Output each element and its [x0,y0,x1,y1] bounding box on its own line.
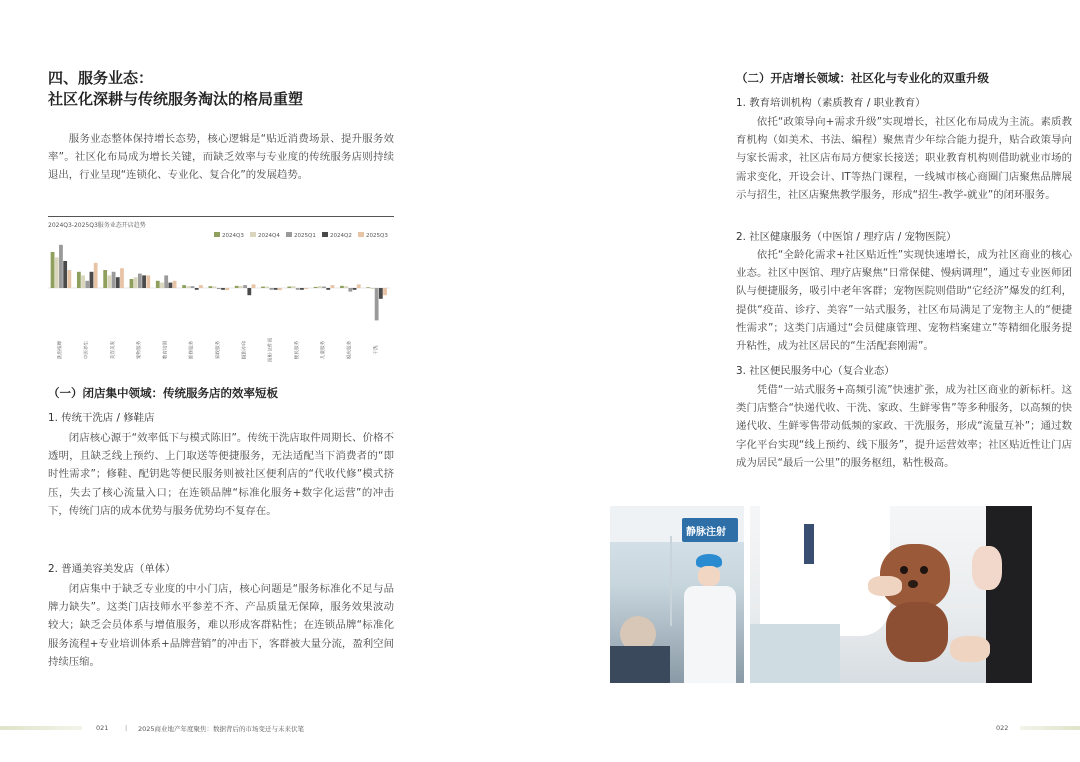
footer-bar-right [1020,726,1080,730]
bar-2025Q1-2 [112,272,116,288]
bar-2025Q1-9 [296,288,300,290]
bar-chart [44,226,396,376]
bar-2024Q3-1 [77,272,81,288]
owner-face [972,546,1002,590]
bar-2024Q4-4 [160,283,164,288]
legend-swatch-2025Q3 [358,232,364,237]
bar-2025Q3-5 [199,285,203,288]
bar-2025Q1-12 [375,288,379,320]
bar-2024Q4-1 [81,275,85,288]
bar-2024Q2-12 [379,288,383,299]
section-1-heading: （一）闭店集中领域：传统服务店的效率短板 [48,386,278,400]
right-item-1-heading: 1. 教育培训机构（素质教育 / 职业教育） [736,97,926,109]
poodle-eye-right [920,566,928,574]
bar-2025Q3-7 [252,284,256,288]
bar-2024Q3-9 [287,287,291,288]
clinic-sign-text: 静脉注射 [686,527,726,538]
category-label-7: 摄影冲印 [242,340,248,360]
page-number-left: 021 [96,724,109,732]
owner-hand [950,636,990,662]
nurse-face [698,566,720,586]
footer-divider: | [125,724,128,732]
bar-2025Q1-10 [322,287,326,288]
footer-bar-left [0,726,82,730]
bar-2024Q3-11 [340,286,344,288]
legend-label-2024Q2: 2024Q2 [330,233,352,239]
category-label-1: 中医养生 [84,340,90,360]
bar-2025Q3-2 [120,268,124,288]
vet-hand [868,576,902,596]
bar-2025Q1-1 [85,281,89,288]
bar-2024Q2-10 [326,288,330,290]
bar-2024Q4-12 [371,288,375,289]
bar-2024Q3-2 [103,270,107,288]
bar-2024Q2-8 [274,288,278,290]
category-label-0: 洗浴按摩 [58,340,64,360]
item-2-paragraph: 闭店集中于缺乏专业度的中小门店，核心问题是“服务标准化不足与品牌力缺失”。这类门店技师水平参差不齐、产品质量无保障，服务效果波动较大；缺乏会员体系与增值服务，难以形成客群粘性；在连锁品牌“标准化服务流程+专业培训体系+品牌营销”的冲击下，客群被大量分流，盈利空间持续压缩。 [48,583,394,668]
poodle-nose [908,580,918,588]
chart-top-rule [48,216,394,217]
legend-label-2025Q3: 2025Q3 [366,233,388,239]
category-label-12: 干洗 [373,345,379,355]
bar-2024Q2-4 [168,283,172,288]
right-item-3-paragraph: 凭借“一站式服务+高频引流”快速扩张，成为社区商业的新标杆。这类门店整合“快递代收、干洗、家政、生鲜零售”等多种服务，以高频的快递代收、生鲜零售带动低频的家政、干洗服务，形成“流量互补”；通过数字化平台实现“线上预约、线下服务”，提升运营效率；社区贴近性让门店成为居民“最后一公里”的服务枢纽，粘性极高。 [736,384,1072,469]
bar-2025Q3-8 [278,288,282,290]
bar-2024Q2-11 [353,288,357,290]
bar-2024Q2-1 [90,272,94,288]
bar-2024Q3-5 [182,285,186,288]
bar-2025Q1-7 [243,285,247,288]
category-label-2: 美容美发 [110,340,116,360]
vet-tie [804,524,814,564]
bar-2025Q3-11 [357,284,361,288]
bar-2024Q4-9 [292,286,296,288]
right-page [540,0,1080,762]
bar-2024Q4-5 [186,286,190,288]
owner-hair [986,506,1032,683]
legend-label-2024Q3: 2024Q3 [222,233,244,239]
bar-2024Q2-6 [221,288,225,290]
bar-2024Q3-12 [366,287,370,288]
bar-2025Q3-3 [146,275,150,288]
category-label-9: 便民服务 [294,340,300,360]
category-label-8: 照相·证件照 [268,337,274,363]
bar-2025Q3-0 [67,270,71,288]
bar-2024Q2-7 [247,288,251,295]
category-label-6: 家政服务 [216,340,221,360]
footer-title: 2025商业地产年度聚焦：数据背后的市场变迁与未来伏笔 [138,725,305,733]
bar-2024Q3-3 [130,279,134,288]
bar-2024Q3-6 [209,286,213,288]
bar-2025Q1-8 [270,288,274,290]
category-label-11: 婚庆服务 [347,340,353,360]
bar-2024Q2-0 [63,261,67,288]
bar-2025Q3-4 [173,281,177,288]
legend-swatch-2024Q3 [214,232,220,237]
right-item-2-heading: 2. 社区健康服务（中医馆 / 理疗店 / 宠物医院） [736,231,957,243]
legend-label-2025Q1: 2025Q1 [294,233,316,239]
bar-2024Q3-4 [156,281,160,288]
legend-label-2024Q4: 2024Q4 [258,233,280,239]
bar-2025Q1-3 [138,274,142,288]
nurse-coat [684,586,736,683]
category-label-10: 儿童服务 [321,340,327,360]
section-2-heading: （二）开店增长领域：社区化与专业化的双重升级 [736,71,989,85]
item-1-heading: 1. 传统干洗店 / 修鞋店 [48,412,155,424]
category-label-5: 维修服务 [189,340,195,360]
title-line-2: 社区化深耕与传统服务淘汰的格局重塑 [48,90,304,108]
bar-2025Q1-11 [348,288,352,292]
bar-2025Q3-10 [331,285,335,288]
bar-2024Q4-10 [318,286,322,288]
bar-2024Q4-11 [344,286,348,288]
bar-2024Q4-6 [213,287,217,288]
bar-2025Q3-1 [94,263,98,288]
poodle-body [886,602,948,662]
bar-2024Q2-2 [116,277,120,288]
chart-title: 2024Q3-2025Q3服务业态开店趋势 [48,222,146,229]
bar-2025Q1-5 [191,286,195,288]
poodle-eye-left [900,566,908,574]
vet-coat [760,506,890,636]
category-label-3: 宠物服务 [137,340,143,360]
iv-line [670,536,672,626]
bar-2024Q4-8 [265,287,269,288]
patient-body [610,646,670,683]
bar-2024Q3-0 [51,252,55,288]
legend-swatch-2024Q4 [250,232,256,237]
right-item-1-paragraph: 依托“政策导向+需求升级”实现增长，社区化布局成为主流。素质教育机构（如美术、书法、编程）聚焦青少年综合能力提升，贴合政策导向与家长需求，社区店布局方便家长接送；职业教育机构则借助就业市场的需求变化，开设会计、IT等热门课程，一线城市核心商圈门店聚焦品牌展示与招生，社区店聚焦教学服务，形成“招生-教学-就业”的闭环服务。 [736,116,1072,201]
legend-swatch-2024Q2 [322,232,328,237]
page-title [48,68,303,110]
bar-2024Q3-8 [261,287,265,288]
exam-table [750,624,840,683]
right-item-3-heading: 3. 社区便民服务中心（复合业态） [736,365,895,377]
clinic-photo [610,506,744,683]
bar-2024Q2-5 [195,288,199,290]
right-item-2-paragraph: 依托“全龄化需求+社区贴近性”实现快速增长，成为社区商业的核心业态。社区中医馆、理疗店聚焦“日常保健、慢病调理”，通过专业医师团队与便捷服务，吸引中老年客群；宠物医院则借助“它经济”爆发的红利，提供“疫苗、诊疗、美容”一站式服务，社区布局满足了宠物主人的“便捷性需求”；这类门店通过“会员健康管理、宠物档案建立”等精细化服务提升粘性，成为社区居民的“生活配套刚需”。 [736,249,1072,353]
bar-2024Q4-3 [134,277,138,288]
bar-2024Q4-2 [107,275,111,288]
legend-swatch-2025Q1 [286,232,292,237]
bar-2024Q2-3 [142,275,146,288]
category-label-4: 教育培训 [163,340,169,360]
bar-2025Q3-6 [225,288,229,290]
item-1-paragraph: 闭店核心源于“效率低下与模式陈旧”。传统干洗店取件周期长、价格不透明，且缺乏线上预约、上门取送等便捷服务，无法适配当下消费者的“即时性需求”；修鞋、配钥匙等便民服务则被社区便利店的“代收代修”模式挤压，失去了核心流量入口；在连锁品牌“标准化服务+数字化运营”的冲击下，传统门店的成本优势与服务优势均不复存在。 [48,432,394,517]
page-number-right: 022 [996,724,1009,732]
item-2-heading: 2. 普通美容美发店（单体） [48,563,176,575]
bar-2024Q3-10 [314,287,318,288]
bar-2025Q1-0 [59,245,63,288]
title-line-1: 四、服务业态： [48,69,154,87]
intro-paragraph: 服务业态整体保持增长态势，核心逻辑是“贴近消费场景、提升服务效率”。社区化布局成为增长关键，而缺乏效率与专业度的传统服务店则持续退出，行业呈现“连锁化、专业化、复合化”的发展趋势。 [48,133,394,182]
bar-2024Q2-9 [300,288,304,290]
bar-2024Q4-0 [55,257,59,288]
bar-2025Q1-4 [164,275,168,288]
bar-2025Q3-12 [383,288,387,295]
bar-2025Q3-9 [304,288,308,289]
bar-2025Q1-6 [217,288,221,289]
vet-photo [750,506,1032,683]
bar-2024Q3-7 [235,286,239,288]
bar-2024Q4-7 [239,286,243,288]
